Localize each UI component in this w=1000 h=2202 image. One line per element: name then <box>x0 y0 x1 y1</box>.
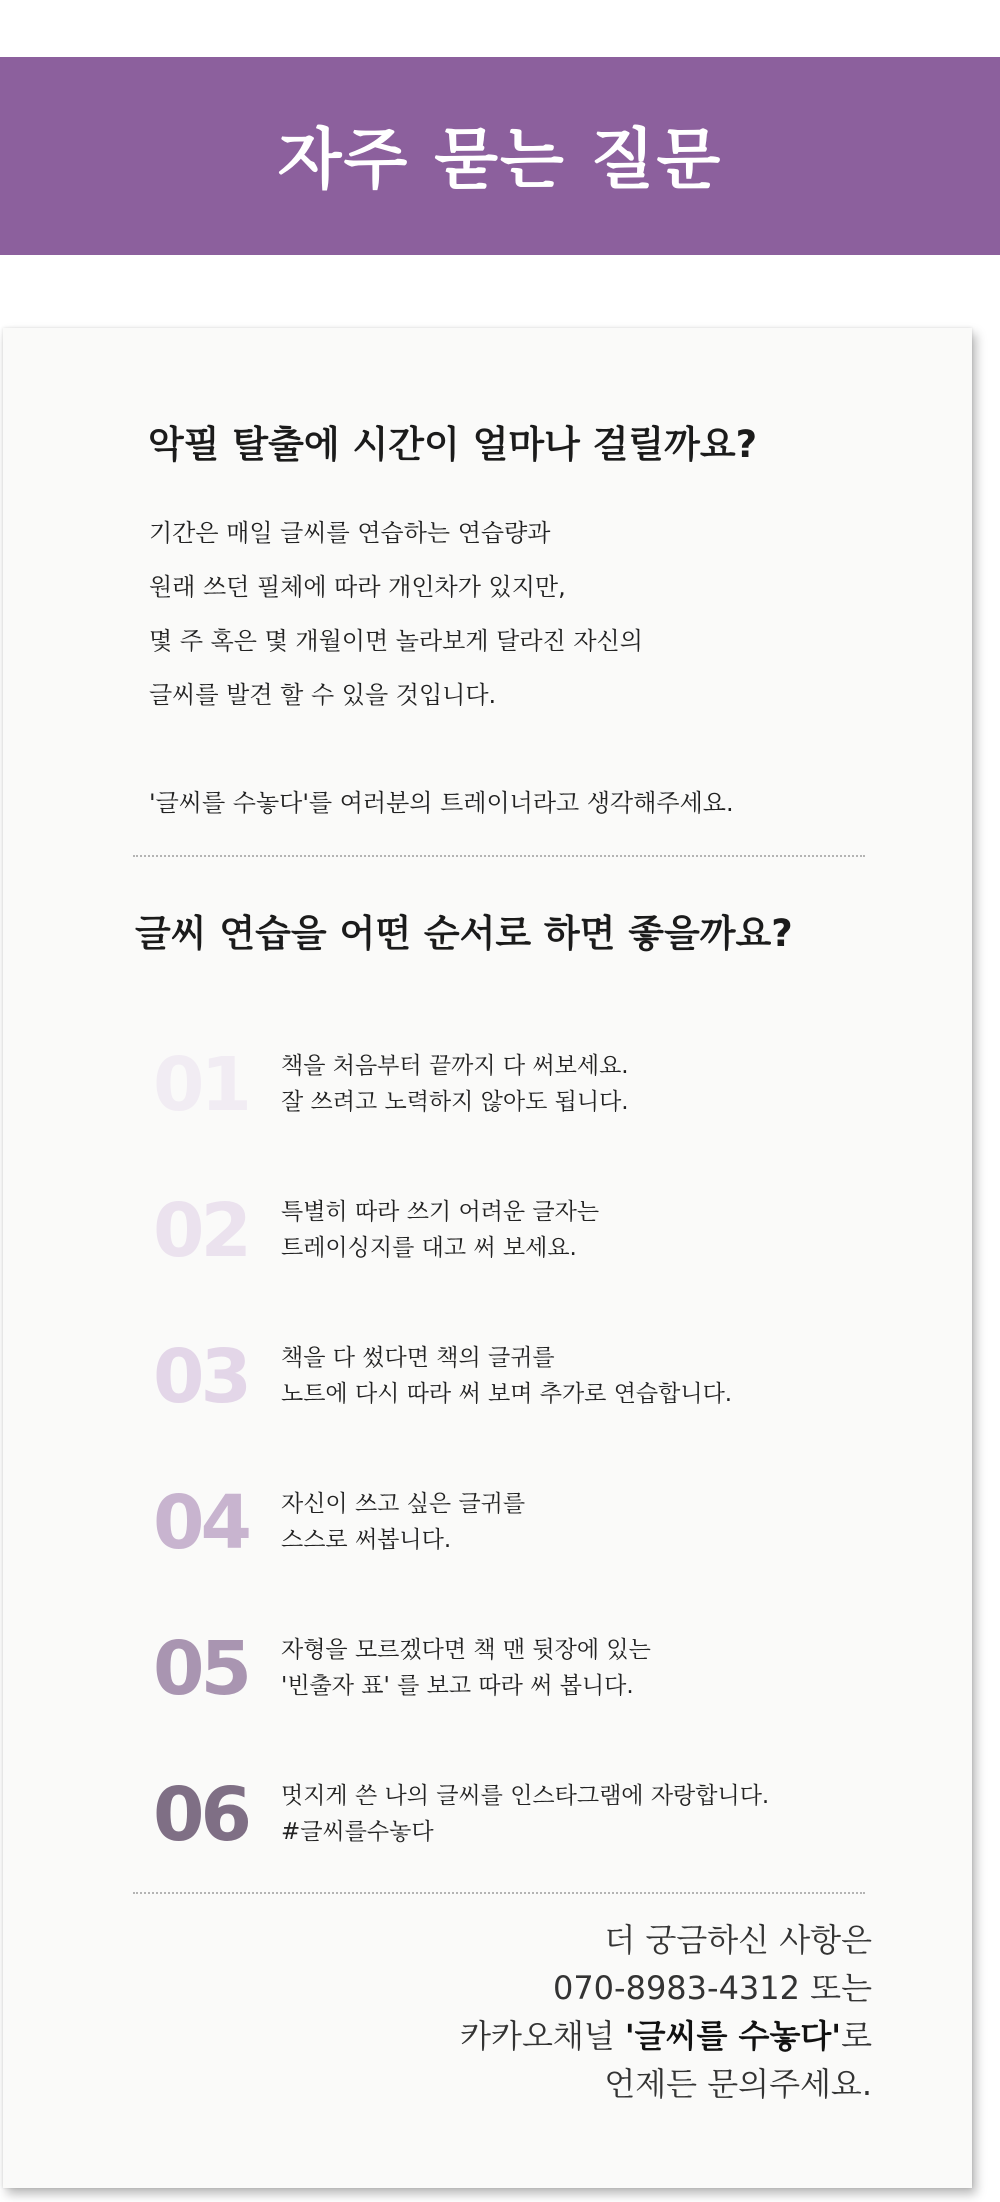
step-line: '빈출자 표' 를 보고 따라 써 봅니다. <box>281 1673 634 1699</box>
step-item <box>153 1624 893 1724</box>
step-number: 01 <box>153 1042 248 1128</box>
step-line: 책을 다 썼다면 책의 글귀를 <box>281 1345 555 1371</box>
step-line: 트레이싱지를 대고 써 보세요. <box>281 1235 577 1261</box>
step-line: 노트에 다시 따라 써 보며 추가로 연습합니다. <box>281 1381 733 1407</box>
step-item <box>153 1332 893 1432</box>
step-line: 자신이 쓰고 싶은 글귀를 <box>281 1491 526 1517</box>
step-item <box>153 1040 893 1140</box>
answer-line: 몇 주 혹은 몇 개월이면 놀라보게 달라진 자신의 <box>149 627 643 655</box>
step-item <box>153 1770 893 1870</box>
contact-phone[interactable]: 070-8983-4312 또는 <box>552 1969 872 2007</box>
answer-line: '글씨를 수놓다'를 여러분의 트레이너라고 생각해주세요. <box>149 789 734 817</box>
faq-answer-1 <box>149 506 889 830</box>
dotted-divider <box>133 855 865 857</box>
step-item <box>153 1186 893 1286</box>
header-banner <box>0 57 1000 255</box>
step-text <box>281 1486 525 1558</box>
step-number: 05 <box>153 1626 248 1712</box>
step-line: 멋지게 쓴 나의 글씨를 인스타그램에 자랑합니다. <box>281 1783 770 1809</box>
faq-card <box>3 328 972 2188</box>
step-text <box>281 1048 629 1120</box>
step-line: 스스로 써봅니다. <box>281 1527 452 1553</box>
answer-line: 기간은 매일 글씨를 연습하는 연습량과 <box>149 519 551 547</box>
step-number: 02 <box>153 1188 248 1274</box>
channel-prefix: 카카오채널 <box>460 2017 625 2055</box>
dotted-divider <box>133 1892 865 1894</box>
answer-line: 원래 쓰던 필체에 따라 개인차가 있지만, <box>149 573 566 601</box>
step-line: 특별히 따라 쓰기 어려운 글자는 <box>281 1199 600 1225</box>
faq-question-2: 글씨 연습을 어떤 순서로 하면 좋을까요? <box>135 912 793 955</box>
step-number: 06 <box>153 1772 248 1858</box>
step-line: 책을 처음부터 끝까지 다 써보세요. <box>281 1053 629 1079</box>
answer-line: 글씨를 발견 할 수 있을 것입니다. <box>149 681 497 709</box>
step-line: 자형을 모르겠다면 책 맨 뒷장에 있는 <box>281 1637 651 1663</box>
contact-line: 언제든 문의주세요. <box>604 2065 872 2103</box>
contact-info <box>460 1916 872 2108</box>
step-text <box>281 1194 599 1266</box>
step-line: 잘 쓰려고 노력하지 않아도 됩니다. <box>281 1089 629 1115</box>
contact-line: 더 궁금하신 사항은 <box>604 1921 872 1959</box>
channel-suffix: 로 <box>841 2017 872 2055</box>
step-number: 03 <box>153 1334 248 1420</box>
contact-channel <box>460 2012 872 2060</box>
step-text <box>281 1778 769 1850</box>
hashtag-link[interactable]: #글씨를수놓다 <box>281 1819 434 1845</box>
channel-name[interactable]: '글씨를 수놓다' <box>624 2017 842 2055</box>
step-text <box>281 1632 651 1704</box>
step-item <box>153 1478 893 1578</box>
faq-question-1: 악필 탈출에 시간이 얼마나 걸릴까요? <box>148 423 758 466</box>
step-text <box>281 1340 732 1412</box>
blank-spacer <box>149 722 889 776</box>
step-number: 04 <box>153 1480 248 1566</box>
page-title: 자주 묻는 질문 <box>277 120 723 198</box>
